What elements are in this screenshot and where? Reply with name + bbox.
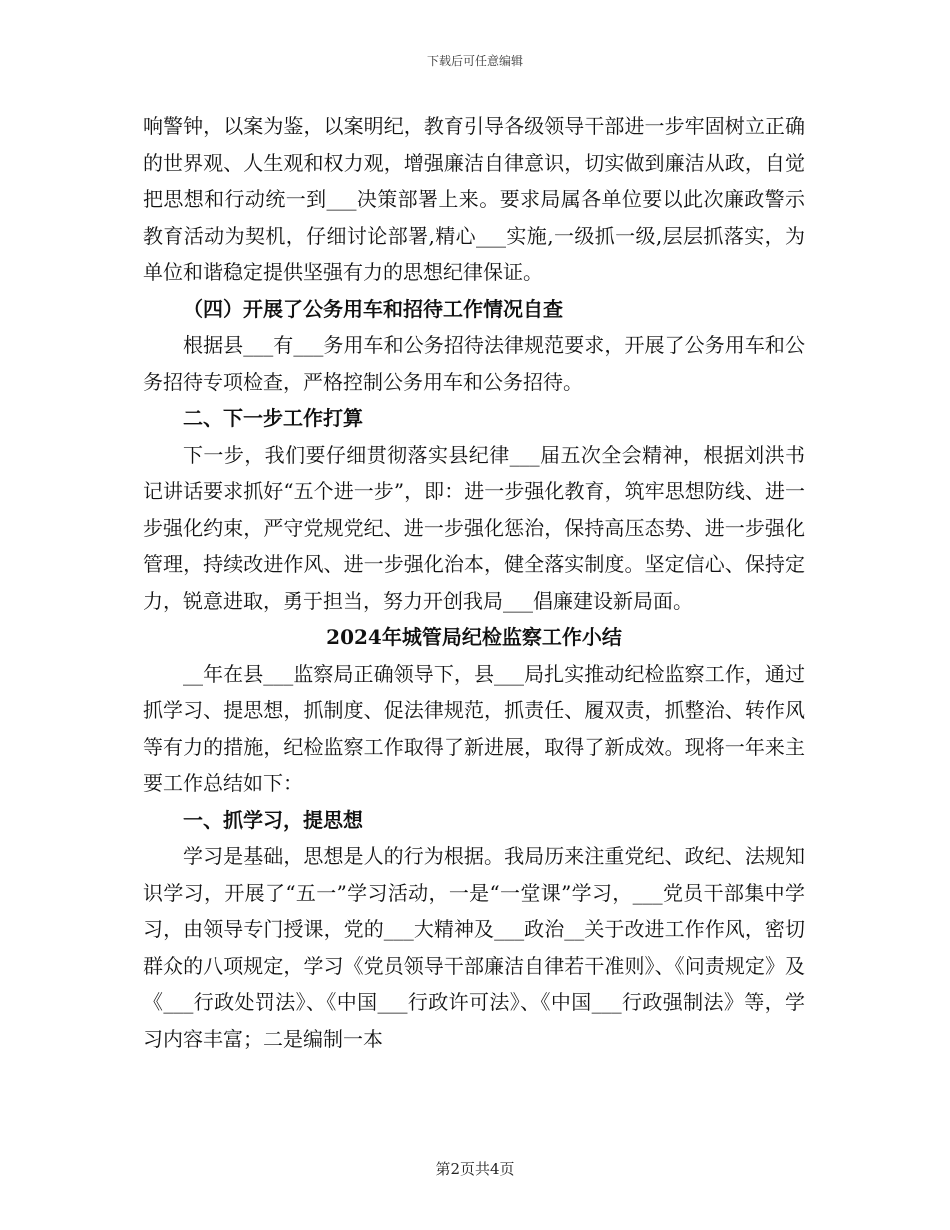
header-note: 下载后可任意编辑 bbox=[426, 54, 523, 68]
paragraph: __年在县___监察局正确领导下，县___局扎实推动纪检监察工作，通过抓学习、提思想，抓制度、促法律规范，抓责任、履双责，抓整治、转作风等有力的措施，纪检监察工作取得了新进展，取得了新成效。现将一年来主要工作总结如下： bbox=[143, 661, 805, 795]
document-body bbox=[143, 108, 805, 1057]
paragraph: 响警钟，以案为鉴，以案明纪，教育引导各级领导干部进一步牢固树立正确的世界观、人生观和权力观，增强廉洁自律意识，切实做到廉洁从政，自觉把思想和行动统一到___决策部署上来。要求局属各单位要以此次廉政警示教育活动为契机，仔细讨论部署,精心___实施,一级抓一级,层层抓落实，为单位和谐稳定提供坚强有力的思想纪律保证。 bbox=[143, 114, 805, 284]
paragraph: 下一步，我们要仔细贯彻落实县纪律___届五次全会精神，根据刘洪书记讲话要求抓好“五个进一步”，即：进一步强化教育，筑牢思想防线、进一步强化约束，严守党规党纪、进一步强化惩治，保持高压态势、进一步强化管理，持续改进作风、进一步强化治本，健全落实制度。坚定信心、保持定力，锐意进取，勇于担当，努力开创我局___倡廉建设新局面。 bbox=[143, 442, 805, 613]
paragraph: 学习是基础，思想是人的行为根据。我局历来注重党纪、政纪、法规知识学习，开展了“五一”学习活动，一是“一堂课”学习，___党员干部集中学习，由领导专门授课，党的___大精神及___政治__关于改进工作作风，密切群众的八项规定，学习《党员领导干部廉洁自律若干准则》、《问责规定》及《___行政处罚法》、《中国___行政许可法》、《中国___行政强制法》等，学习内容丰富；二是编制一本 bbox=[143, 844, 805, 1051]
document-title: 2024年城管局纪检监察工作小结 bbox=[326, 625, 622, 649]
section-heading: （四）开展了公务用车和招待工作情况自查 bbox=[183, 296, 563, 321]
page-number: 第2页共4页 bbox=[435, 1160, 515, 1178]
paragraph: 根据县___有___务用车和公务招待法律规范要求，开展了公务用车和公务招待专项检查，严格控制公务用车和公务招待。 bbox=[143, 333, 805, 394]
section-heading: 一、抓学习，提思想 bbox=[183, 807, 363, 832]
section-heading: 二、下一步工作打算 bbox=[183, 406, 363, 430]
